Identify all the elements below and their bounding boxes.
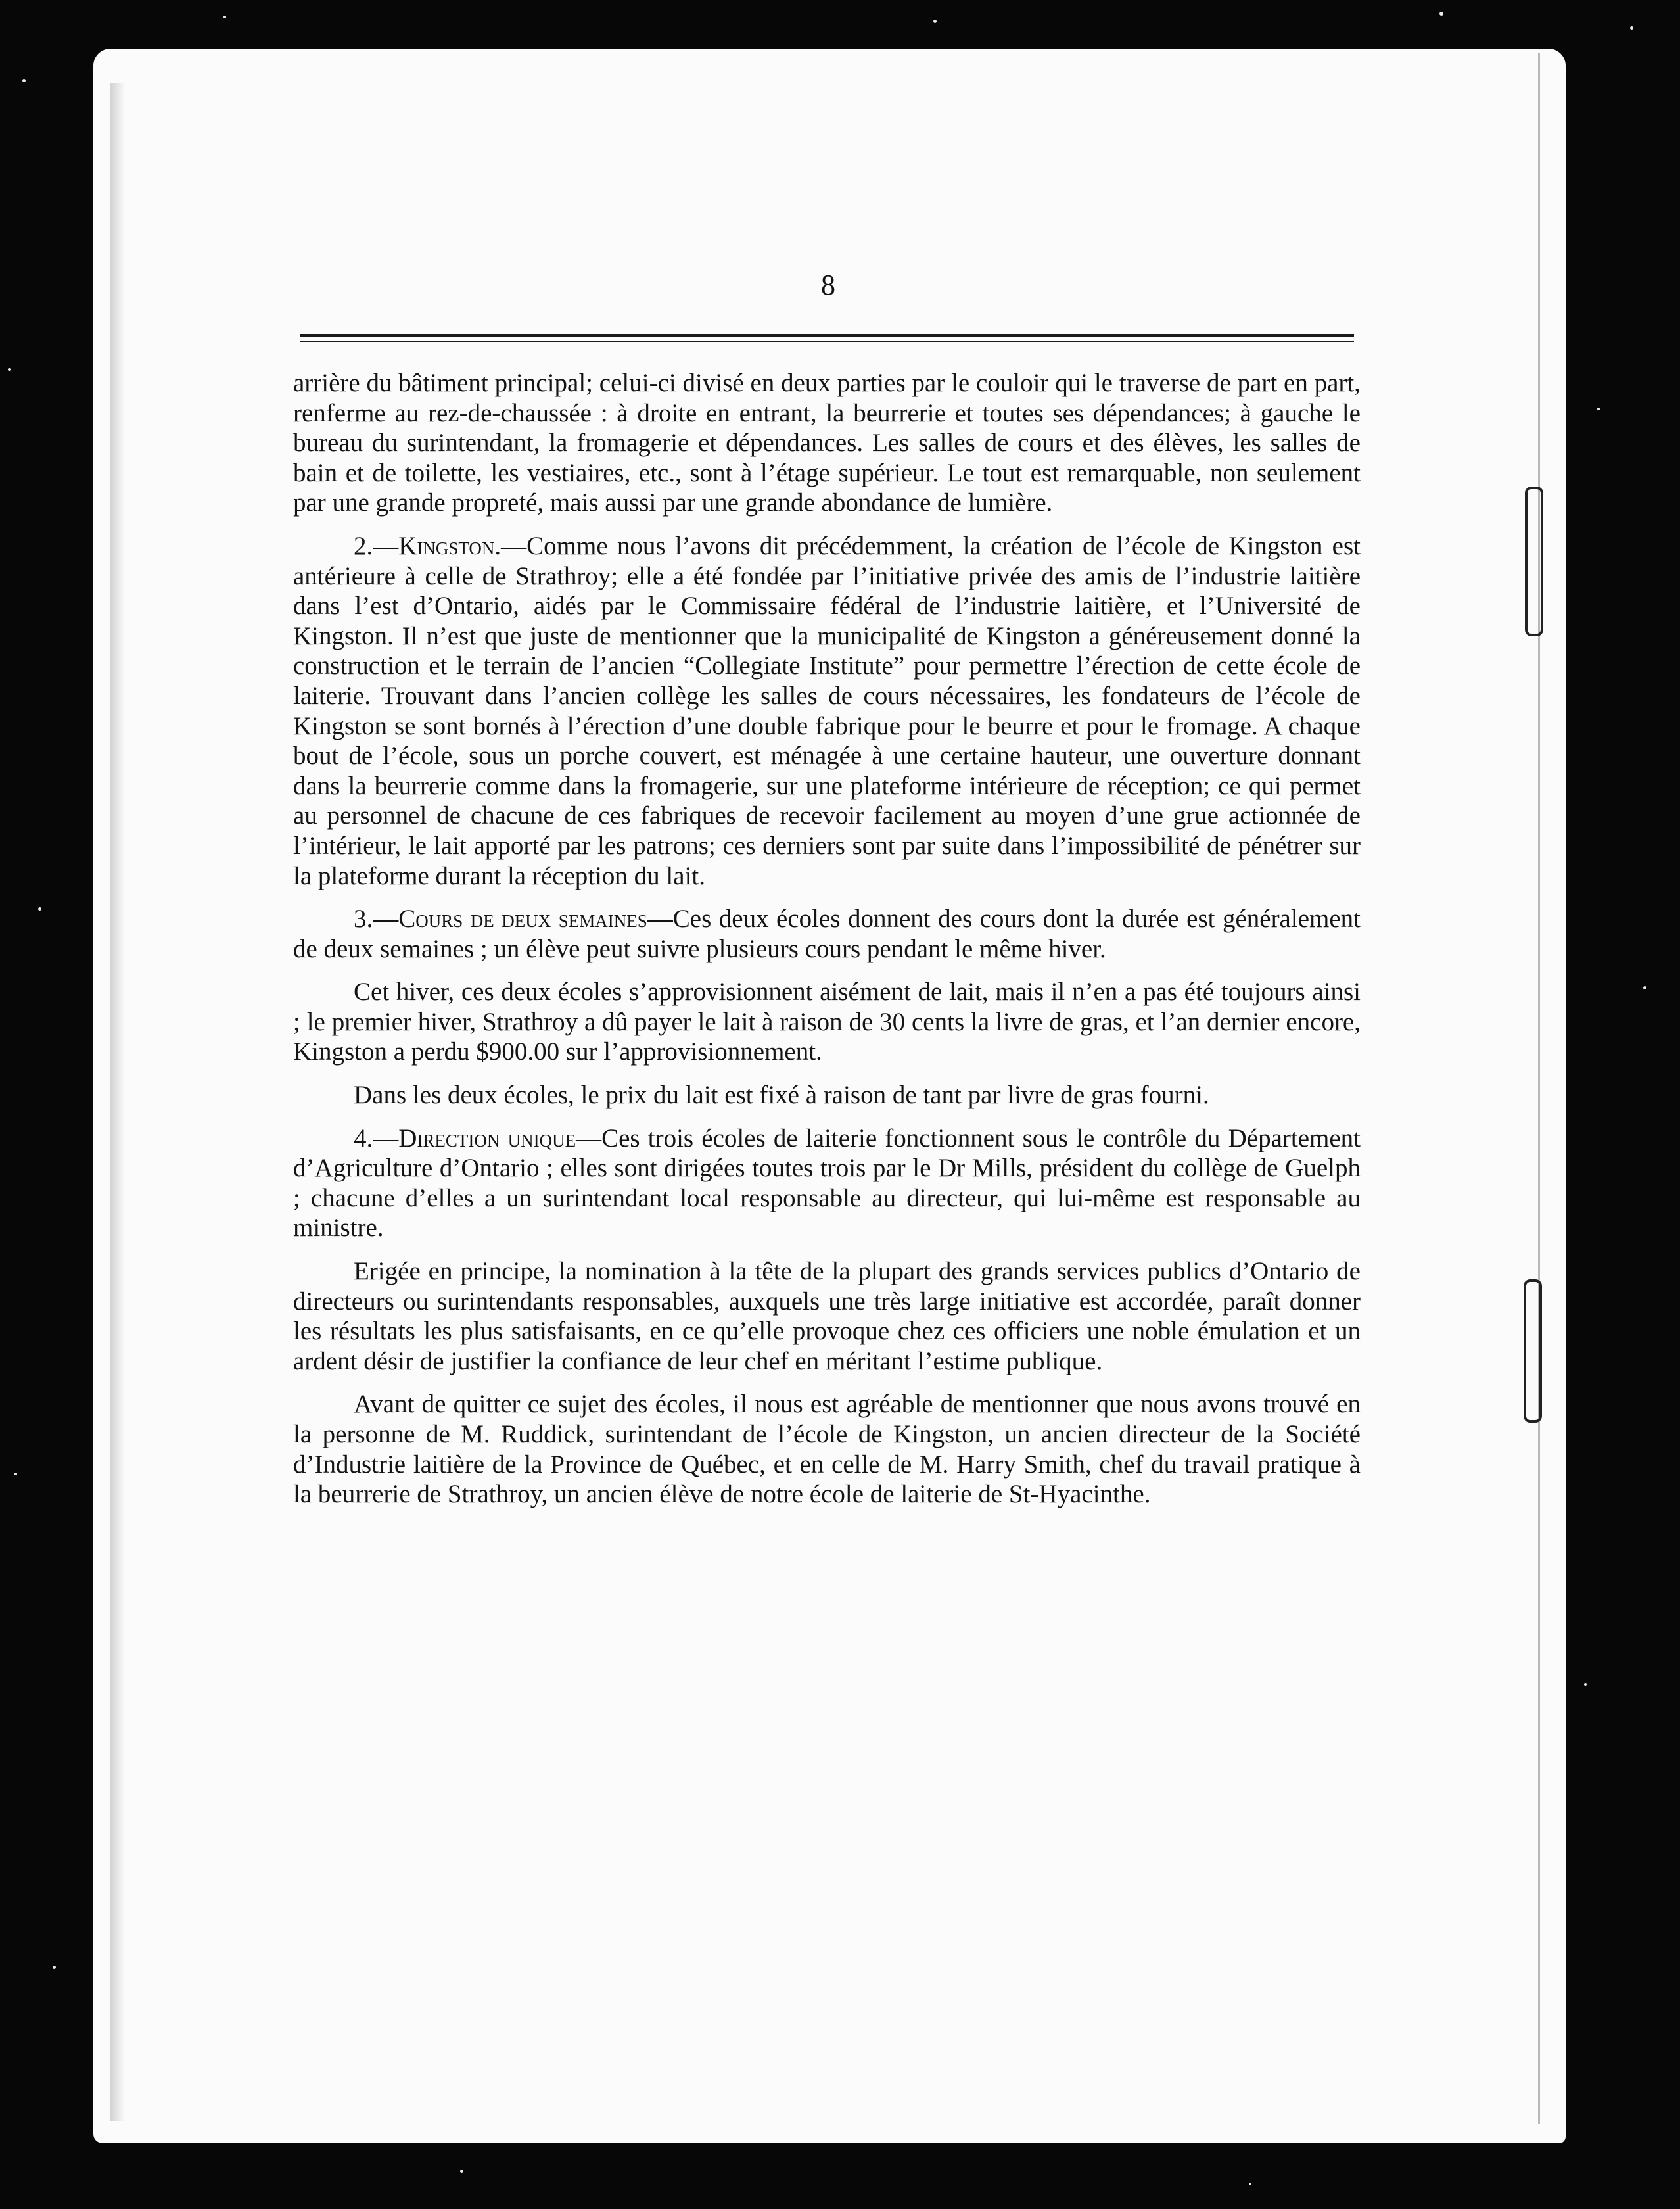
- scan-speck: [38, 907, 41, 911]
- paragraph-milk-supply: [293, 977, 1361, 1067]
- body-text: [293, 368, 1361, 1523]
- header-rule-thick: [300, 334, 1354, 337]
- section-heading: 2.—Kingston.: [354, 531, 502, 560]
- scan-speck: [8, 368, 11, 371]
- scan-speck: [53, 1966, 56, 1969]
- scan-speck: [1584, 1683, 1587, 1686]
- scan-speck: [1249, 2183, 1251, 2185]
- paragraph-text: —Ces trois écoles de laiterie fonctionnent sous le contrôle du Département d’Agriculture d’Ontario ; elles sont dirigées toutes trois par le Dr Mills, président du collège de Guelph ; chacune d’elles a un surintendant local responsable au directeur, qui lui-même est responsable au ministre.: [293, 1124, 1361, 1243]
- scan-speck: [223, 16, 226, 18]
- page-shadow-edge: [110, 83, 124, 2121]
- page-fold-line: [1538, 53, 1540, 2124]
- paragraph-two-week-courses: [293, 904, 1361, 964]
- paragraph-single-direction: [293, 1124, 1361, 1243]
- scan-speck: [460, 2170, 463, 2173]
- scan-speck: [14, 1473, 17, 1475]
- section-heading: 3.—Cours de deux semaines: [354, 905, 647, 934]
- scan-speck: [1439, 12, 1443, 16]
- paragraph-text: Dans les deux écoles, le prix du lait est fixé à raison de tant par livre de gras fourni.: [354, 1081, 1209, 1110]
- scan-speck: [1597, 408, 1600, 410]
- paragraph-continuation: [293, 368, 1361, 518]
- binding-clip-mark: [1525, 487, 1543, 636]
- paragraph-text: —Ces deux écoles donnent des cours dont la durée est généralement de deux semaines ; un élève peut suivre plusieurs cours pendant le même hiver.: [293, 905, 1361, 963]
- scan-speck: [933, 20, 937, 23]
- paragraph-closing: [293, 1389, 1361, 1509]
- scan-speck: [22, 79, 26, 82]
- paragraph-milk-price: [293, 1080, 1361, 1110]
- scan-speck: [1630, 26, 1633, 30]
- paragraph-text: arrière du bâtiment principal; celui-ci divisé en deux parties par le couloir qui le traverse de part en part, renferme au rez-de-chaussée : à droite en entrant, la beurrerie et toutes ses dépendances; à gauche le bureau du surintendant, la fromagerie et dépendances. Les salles de cours et des élèves, les salles de bain et de toilette, les vestiaires, etc., sont à l’étage supérieur. Le tout est remarquable, non seulement par une grande propreté, mais aussi par une grande abondance de lumière.: [293, 369, 1361, 517]
- paragraph-text: Cet hiver, ces deux écoles s’approvisionnent aisément de lait, mais il n’en a pas été toujours ainsi ; le premier hiver, Strathroy a dû payer le lait à raison de 30 cents la livre de gras, et l’an dernier encore, Kingston a perdu $900.00 sur l’approvisionnement.: [293, 978, 1361, 1066]
- header-rule-thin: [300, 341, 1354, 342]
- scan-speck: [1643, 986, 1646, 989]
- paragraph-text: —Comme nous l’avons dit précédemment, la création de l’école de Kingston est antérieure à celle de Strathroy; elle a été fondée par l’initiative privée des amis de l’industrie laitière dans l’est d’Ontario, aidés par le Commissaire fédéral de l’industrie laitière, et l’Université de Kingston. Il n’est que juste de mentionner que la municipalité de Kingston a généreusement donné la construction et le terrain de l’ancien “Collegiate Institute” pour permettre l’érection de cette école de laiterie. Trouvant dans l’ancien collège les salles de cours nécessaires, les fondateurs de l’école de Kingston se sont bornés à l’érection d’une double fabrique pour le beurre et pour le fromage. A chaque bout de l’école, sous un porche couvert, est ménagée à une certaine hauteur, une ouverture donnant dans la beurrerie comme dans la fromagerie, sur une plateforme intérieure de réception; ce qui permet au personnel de chacune de ces fabriques de recevoir facilement au moyen d’une grue actionnée de l’intérieur, le lait apporté par les patrons; ces derniers sont par suite dans l’impossibilité de pénétrer sur la plateforme durant la réception du lait.: [293, 531, 1361, 890]
- paragraph-principle: [293, 1256, 1361, 1376]
- paragraph-text: Avant de quitter ce sujet des écoles, il nous est agréable de mentionner que nous avons trouvé en la personne de M. Ruddick, surintendant de l’école de Kingston, un ancien directeur de la Société d’Industrie laitière de la Province de Québec, et en celle de M. Harry Smith, chef du travail pratique à la beurrerie de Strathroy, un ancien élève de notre école de laiterie de St-Hyacinthe.: [293, 1390, 1361, 1509]
- section-heading: 4.—Direction unique: [354, 1124, 576, 1152]
- paragraph-text: Erigée en principe, la nomination à la tête de la plupart des grands services publics d’Ontario de directeurs ou surintendants responsables, auxquels une très large initiative est accordée, paraît donner les résultats les plus satisfaisants, en ce qu’elle provoque chez ces officiers une noble émulation et un ardent désir de justifier la confiance de leur chef en méritant l’estime publique.: [293, 1257, 1361, 1375]
- binding-clip-mark: [1524, 1279, 1542, 1423]
- page-number: 8: [821, 269, 835, 301]
- paragraph-kingston: [293, 531, 1361, 891]
